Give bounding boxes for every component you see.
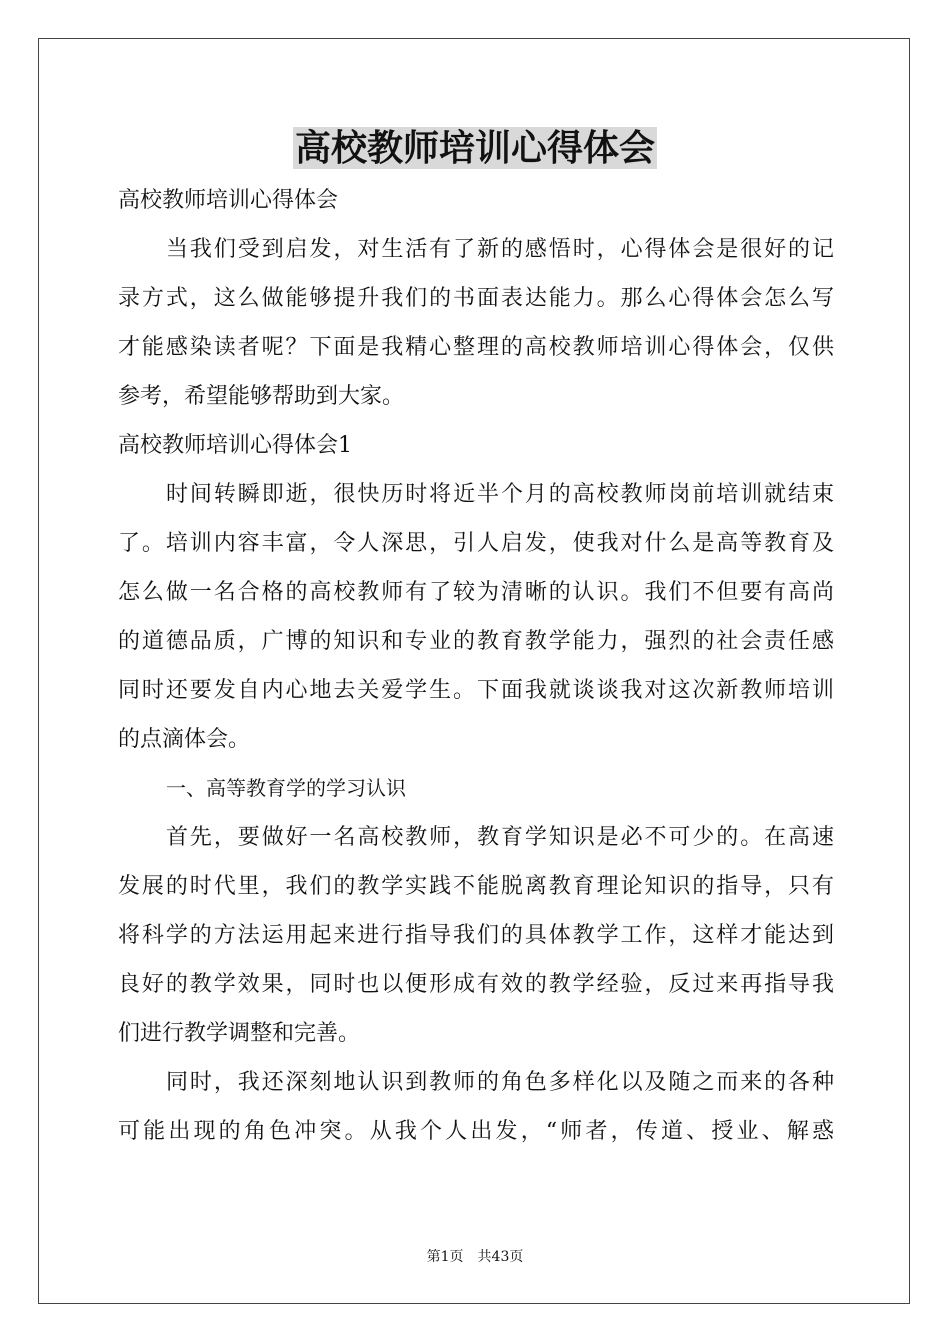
intro-line: 才能感染读者呢？下面是我精心整理的高校教师培训心得体会，仅供: [118, 335, 834, 360]
paragraph-line: 首先，要做好一名高校教师，教育学知识是必不可少的。在高速: [166, 825, 834, 850]
subheading: 一、高等教育学的学习认识: [166, 776, 406, 800]
paragraph-line: 时间转瞬即逝，很快历时将近半个月的高校教师岗前培训就结束: [166, 482, 834, 507]
document-body: [118, 176, 834, 1156]
paragraph-line: 的点滴体会。: [118, 727, 251, 752]
document-title-text: 高校教师培训心得体会: [294, 127, 655, 169]
document-title: [0, 126, 950, 170]
paragraph-line: 良好的教学效果，同时也以便形成有效的教学经验，反过来再指导我: [118, 972, 834, 997]
paragraph-line: 们进行教学调整和完善。: [118, 1021, 361, 1046]
intro-line: 录方式，这么做能够提升我们的书面表达能力。那么心得体会怎么写: [118, 286, 834, 311]
paragraph-line: 将科学的方法运用起来进行指导我们的具体教学工作，这样才能达到: [118, 923, 834, 948]
page-footer: [0, 1246, 950, 1266]
paragraph-line: 发展的时代里，我们的教学实践不能脱离教育理论知识的指导，只有: [118, 874, 834, 899]
intro-line: 参考，希望能够帮助到大家。: [118, 384, 405, 409]
paragraph-line: 同时还要发自内心地去关爱学生。下面我就谈谈我对这次新教师培训: [118, 678, 834, 703]
document-subtitle: 高校教师培训心得体会: [118, 188, 339, 213]
intro-line: 当我们受到启发，对生活有了新的感悟时，心得体会是很好的记: [166, 237, 834, 262]
page-number: 第1页 共43页: [426, 1249, 524, 1265]
paragraph-line: 可能出现的角色冲突。从我个人出发，“师者，传道、授业、解惑: [118, 1119, 834, 1144]
section-title: 高校教师培训心得体会1: [118, 433, 352, 458]
paragraph-line: 同时，我还深刻地认识到教师的角色多样化以及随之而来的各种: [166, 1070, 834, 1095]
paragraph-line: 了。培训内容丰富，令人深思，引人启发，使我对什么是高等教育及: [118, 531, 834, 556]
paragraph-line: 的道德品质，广博的知识和专业的教育教学能力，强烈的社会责任感: [118, 629, 834, 654]
paragraph-line: 怎么做一名合格的高校教师有了较为清晰的认识。我们不但要有高尚: [118, 580, 834, 605]
